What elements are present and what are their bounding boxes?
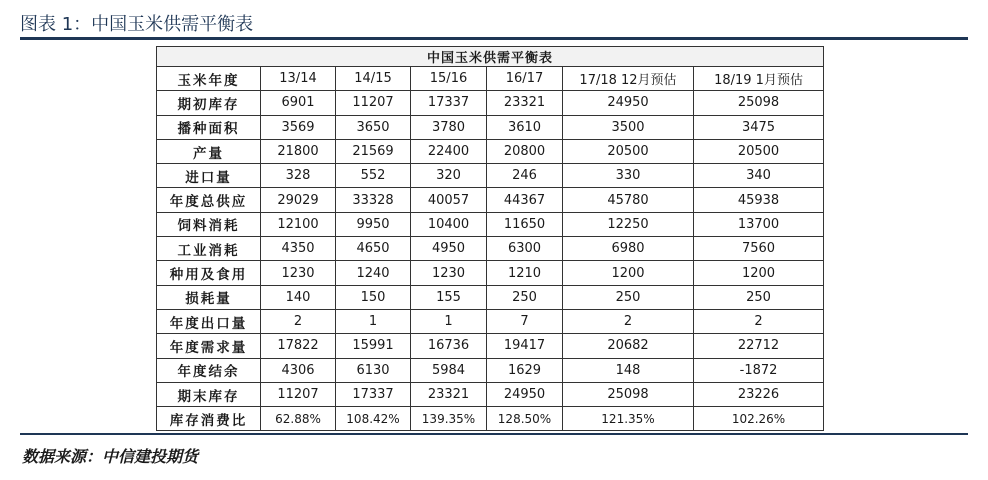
table-cell: 148	[563, 358, 694, 382]
table-cell: 9950	[336, 212, 411, 236]
table-cell: 140	[261, 285, 336, 309]
source-note: 数据来源：中信建投期货	[22, 447, 199, 466]
table-cell: 2	[563, 309, 694, 333]
table-cell: 121.35%	[563, 407, 694, 431]
row-label: 损耗量	[157, 285, 261, 309]
table-cell: 40057	[411, 188, 487, 212]
row-label: 期初库存	[157, 91, 261, 115]
table-caption-row	[157, 47, 824, 67]
table-cell: 4650	[336, 237, 411, 261]
table-body	[157, 91, 824, 431]
table-cell: 552	[336, 164, 411, 188]
table-cell: 1230	[411, 261, 487, 285]
table-cell: 6130	[336, 358, 411, 382]
table-cell: 6901	[261, 91, 336, 115]
table-row	[157, 91, 824, 115]
table-cell: 19417	[487, 334, 563, 358]
table-cell: 1200	[563, 261, 694, 285]
table-cell: 20800	[487, 139, 563, 163]
table-cell: 3569	[261, 115, 336, 139]
figure-title: 图表 1：中国玉米供需平衡表	[20, 14, 254, 35]
table-cell: 320	[411, 164, 487, 188]
table-cell: 128.50%	[487, 407, 563, 431]
table-cell: 10400	[411, 212, 487, 236]
table-cell: 340	[694, 164, 824, 188]
table-cell: 33328	[336, 188, 411, 212]
table-cell: 12250	[563, 212, 694, 236]
table-cell: 29029	[261, 188, 336, 212]
table-cell: 250	[487, 285, 563, 309]
table-cell: 24950	[487, 382, 563, 406]
table-caption: 中国玉米供需平衡表	[157, 47, 824, 67]
table-cell: 6980	[563, 237, 694, 261]
table-cell: 2	[694, 309, 824, 333]
bottom-rule	[20, 433, 968, 435]
table-cell: 22712	[694, 334, 824, 358]
row-label: 期末库存	[157, 382, 261, 406]
column-header: 13/14	[261, 67, 336, 91]
table-cell: 17822	[261, 334, 336, 358]
row-label: 年度需求量	[157, 334, 261, 358]
table-row	[157, 115, 824, 139]
table-cell: 3650	[336, 115, 411, 139]
table-row	[157, 358, 824, 382]
table-cell: 62.88%	[261, 407, 336, 431]
table-cell: 17337	[411, 91, 487, 115]
table-cell: 102.26%	[694, 407, 824, 431]
table-cell: 11207	[261, 382, 336, 406]
row-label: 进口量	[157, 164, 261, 188]
table-cell: 155	[411, 285, 487, 309]
table-cell: 250	[563, 285, 694, 309]
table-cell: 12100	[261, 212, 336, 236]
corn-balance-table	[156, 46, 824, 431]
table-row	[157, 309, 824, 333]
table-cell: 15991	[336, 334, 411, 358]
table-cell: 20500	[694, 139, 824, 163]
table-cell: 6300	[487, 237, 563, 261]
table-row	[157, 139, 824, 163]
table-cell: 7	[487, 309, 563, 333]
table-cell: 7560	[694, 237, 824, 261]
row-label: 种用及食用	[157, 261, 261, 285]
table-cell: 23321	[487, 91, 563, 115]
table-cell: 3500	[563, 115, 694, 139]
table-row	[157, 237, 824, 261]
table-cell: 1200	[694, 261, 824, 285]
row-label: 播种面积	[157, 115, 261, 139]
row-label: 产量	[157, 139, 261, 163]
row-label: 库存消费比	[157, 407, 261, 431]
table-cell: 45938	[694, 188, 824, 212]
table-cell: 24950	[563, 91, 694, 115]
table-row	[157, 285, 824, 309]
table-cell: 1	[411, 309, 487, 333]
table-cell: 3610	[487, 115, 563, 139]
table-cell: 25098	[694, 91, 824, 115]
column-header: 16/17	[487, 67, 563, 91]
table-cell: -1872	[694, 358, 824, 382]
table-cell: 250	[694, 285, 824, 309]
table-row	[157, 407, 824, 431]
table-cell: 20500	[563, 139, 694, 163]
row-label: 年度总供应	[157, 188, 261, 212]
table-cell: 139.35%	[411, 407, 487, 431]
header-label-cell: 玉米年度	[157, 67, 261, 91]
table-header-row	[157, 67, 824, 91]
table-cell: 1	[336, 309, 411, 333]
table-cell: 3475	[694, 115, 824, 139]
table-cell: 23321	[411, 382, 487, 406]
table-cell: 328	[261, 164, 336, 188]
table-cell: 44367	[487, 188, 563, 212]
table-cell: 21569	[336, 139, 411, 163]
top-rule	[20, 37, 968, 40]
column-header: 18/19 1月预估	[694, 67, 824, 91]
table-cell: 246	[487, 164, 563, 188]
table-cell: 21800	[261, 139, 336, 163]
table-cell: 11207	[336, 91, 411, 115]
table-row	[157, 261, 824, 285]
table-row	[157, 164, 824, 188]
table-cell: 22400	[411, 139, 487, 163]
row-label: 年度结余	[157, 358, 261, 382]
table-cell: 150	[336, 285, 411, 309]
table-cell: 17337	[336, 382, 411, 406]
table-cell: 108.42%	[336, 407, 411, 431]
table-cell: 45780	[563, 188, 694, 212]
table-cell: 1230	[261, 261, 336, 285]
table-cell: 4350	[261, 237, 336, 261]
table-row	[157, 382, 824, 406]
table-cell: 4950	[411, 237, 487, 261]
table-cell: 13700	[694, 212, 824, 236]
table-cell: 3780	[411, 115, 487, 139]
table-cell: 16736	[411, 334, 487, 358]
table-row	[157, 334, 824, 358]
column-header: 15/16	[411, 67, 487, 91]
table-cell: 330	[563, 164, 694, 188]
table-cell: 1240	[336, 261, 411, 285]
table-cell: 25098	[563, 382, 694, 406]
column-header: 17/18 12月预估	[563, 67, 694, 91]
table-cell: 20682	[563, 334, 694, 358]
row-label: 年度出口量	[157, 309, 261, 333]
table-cell: 11650	[487, 212, 563, 236]
table-cell: 1629	[487, 358, 563, 382]
column-header: 14/15	[336, 67, 411, 91]
row-label: 饲料消耗	[157, 212, 261, 236]
table-cell: 4306	[261, 358, 336, 382]
table-cell: 23226	[694, 382, 824, 406]
row-label: 工业消耗	[157, 237, 261, 261]
table-cell: 1210	[487, 261, 563, 285]
table-row	[157, 212, 824, 236]
table-cell: 2	[261, 309, 336, 333]
table-row	[157, 188, 824, 212]
table-cell: 5984	[411, 358, 487, 382]
